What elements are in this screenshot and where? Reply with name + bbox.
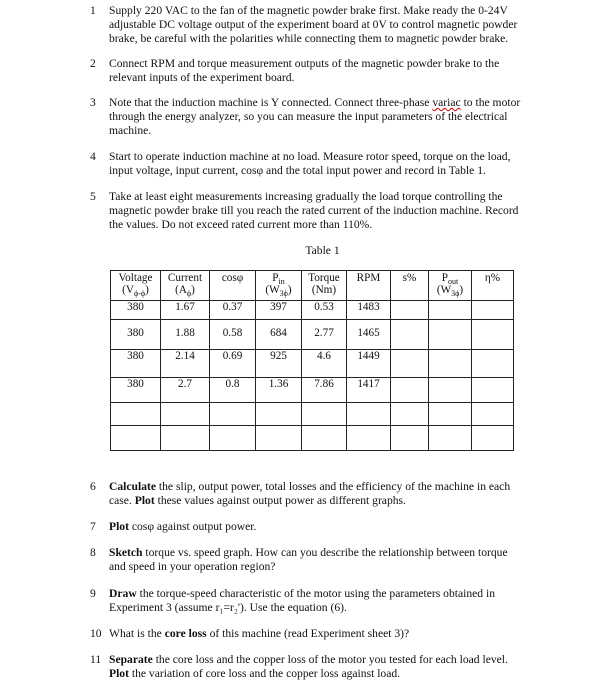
table-cell: 380 — [111, 320, 161, 350]
table-cell — [429, 403, 472, 426]
table-cell: 4.6 — [302, 350, 347, 378]
step-line: and speed in your operation region? — [109, 560, 276, 573]
header-efficiency — [472, 271, 514, 301]
step-line: through the energy analyzer, so you can measure the input parameters of the electrical — [109, 110, 508, 123]
step-number: 7 — [90, 520, 96, 533]
table-cell — [161, 403, 210, 426]
header-label: cosφ — [221, 272, 244, 284]
header-label: P — [441, 272, 448, 284]
text-run: of this machine (read Experiment sheet 3)? — [206, 627, 410, 640]
header-unit: (W — [436, 284, 452, 296]
table-header-row — [111, 271, 514, 301]
step-line: Supply 220 VAC to the fan of the magnetic powder brake first. Make ready the 0-24V — [109, 4, 508, 17]
text-run: these values against output power as different graphs. — [154, 494, 406, 507]
header-label: RPM — [356, 272, 381, 284]
step-number: 10 — [90, 627, 102, 640]
step-line: relevant inputs of the experiment board. — [109, 71, 295, 84]
table-caption: Table 1 — [305, 244, 340, 257]
step-line: adjustable DC voltage output of the experiment board at 0V to control magnetic powder — [109, 18, 518, 31]
step-text — [109, 587, 535, 615]
table-row — [111, 350, 514, 378]
header-unit-close: ) — [459, 284, 464, 296]
text-run: Note that the induction machine is Y connected. Connect three-phase — [109, 96, 433, 109]
header-label: Current — [167, 272, 203, 284]
step-number: 8 — [90, 546, 96, 559]
step-line: Connect RPM and torque measurement outputs of the magnetic powder brake to the — [109, 57, 500, 70]
step-number: 9 — [90, 587, 96, 600]
header-torque — [302, 271, 347, 301]
table-cell: 2.14 — [161, 350, 210, 378]
table-cell — [391, 320, 429, 350]
step-line — [109, 653, 535, 667]
header-unit-close: ) — [145, 284, 149, 296]
text-run: the core loss and the copper loss of the motor you tested for each load level. — [152, 653, 508, 666]
table-row — [111, 426, 514, 451]
table-cell: 925 — [256, 350, 302, 378]
header-unit: (Nm) — [311, 284, 337, 296]
table-cell: 1.88 — [161, 320, 210, 350]
table-cell — [111, 403, 161, 426]
table-cell — [429, 320, 472, 350]
table-cell — [472, 301, 514, 320]
table-row — [111, 403, 514, 426]
bold-term: Draw — [109, 587, 137, 600]
step-text — [109, 57, 535, 85]
table-cell: 1.36 — [256, 378, 302, 403]
step-line: Start to operate induction machine at no load. Measure rotor speed, torque on the load, — [109, 150, 511, 163]
header-subscript: ϕ-ϕ — [133, 289, 146, 299]
header-unit: (A — [175, 284, 187, 296]
text-run: the torque-speed characteristic of the motor using the parameters obtained in — [136, 587, 496, 600]
table-cell — [256, 403, 302, 426]
table-cell: 0.69 — [210, 350, 256, 378]
table-cell: 2.77 — [302, 320, 347, 350]
table-cell: 0.58 — [210, 320, 256, 350]
header-label: s% — [402, 272, 417, 284]
table-cell: 1.67 — [161, 301, 210, 320]
table-cell: 380 — [111, 378, 161, 403]
table-cell — [391, 426, 429, 451]
table-cell: 0.8 — [210, 378, 256, 403]
step-line: input voltage, input current, cosφ and the total input power and record in Table 1. — [109, 164, 486, 177]
table-cell — [161, 426, 210, 451]
table-cell: 2.7 — [161, 378, 210, 403]
bold-term: Plot — [134, 494, 155, 507]
step-number: 6 — [90, 480, 96, 493]
text-run: cosφ against output power. — [128, 520, 257, 533]
header-label-subscript: in — [278, 277, 285, 287]
header-subscript: 3ϕ — [279, 289, 288, 299]
header-voltage — [111, 271, 161, 301]
header-unit-close: ) — [191, 284, 195, 296]
step-text — [109, 96, 535, 138]
step-number: 1 — [90, 4, 96, 17]
step-line: brake, be careful with the polarities while connecting them to magnetic powder brake. — [109, 32, 509, 45]
header-current — [161, 271, 210, 301]
header-cosphi — [210, 271, 256, 301]
bold-term: Sketch — [109, 546, 143, 559]
text-run: torque vs. speed graph. How can you describe the relationship between torque — [142, 546, 508, 559]
misspelled-word: variac — [432, 96, 461, 109]
table-cell: 1449 — [347, 350, 391, 378]
table-cell — [391, 350, 429, 378]
step-line: Take at least eight measurements increasing gradually the load torque controlling the — [109, 190, 503, 203]
step-line: Experiment 3 (assume r₁=r₂'). Use the equation (6). — [109, 601, 347, 614]
text-run: to the motor — [460, 96, 521, 109]
table-cell — [391, 301, 429, 320]
text-run: case. — [109, 494, 135, 507]
step-line — [109, 667, 535, 681]
table-cell — [111, 426, 161, 451]
header-pout — [429, 271, 472, 301]
step-line — [109, 494, 535, 508]
text-run: the slip, output power, total losses and the efficiency of the machine in each — [156, 480, 511, 493]
step-text — [109, 4, 535, 46]
measurement-table — [110, 270, 514, 451]
table-cell: 684 — [256, 320, 302, 350]
step-line: magnetic powder brake till you reach the rated current of the induction machine. Record — [109, 204, 519, 217]
step-number: 5 — [90, 190, 96, 203]
step-number: 3 — [90, 96, 96, 109]
table-cell — [472, 426, 514, 451]
step-line — [109, 587, 535, 601]
table-cell — [472, 350, 514, 378]
table-cell — [256, 426, 302, 451]
table-cell — [429, 350, 472, 378]
table-cell: 380 — [111, 350, 161, 378]
step-number: 11 — [90, 653, 102, 666]
step-text — [109, 627, 535, 641]
step-line — [109, 546, 535, 560]
header-label: Torque — [308, 272, 340, 284]
header-label: P — [272, 272, 279, 284]
step-text — [109, 653, 535, 681]
step-line: the values. Do not exceed rated current more than 110%. — [109, 218, 373, 231]
step-text — [109, 480, 535, 508]
step-line — [109, 520, 535, 534]
table-cell — [472, 320, 514, 350]
header-unit: (W — [265, 284, 280, 296]
table-cell — [429, 378, 472, 403]
header-label-subscript: out — [448, 277, 459, 287]
bold-term: Calculate — [109, 480, 157, 493]
table-cell — [210, 426, 256, 451]
table-cell — [347, 403, 391, 426]
step-number: 2 — [90, 57, 96, 70]
table-cell — [302, 426, 347, 451]
step-line — [109, 480, 535, 494]
table-cell: 1483 — [347, 301, 391, 320]
table-cell — [210, 403, 256, 426]
bold-term: Plot — [109, 667, 129, 680]
bold-term: Plot — [109, 520, 129, 533]
table-cell — [302, 403, 347, 426]
table-cell: 0.53 — [302, 301, 347, 320]
header-label: η% — [484, 272, 501, 284]
table-cell: 380 — [111, 301, 161, 320]
table-cell: 397 — [256, 301, 302, 320]
step-text — [109, 150, 535, 178]
table-cell — [429, 301, 472, 320]
step-text — [109, 190, 535, 232]
header-unit-close: ) — [287, 284, 292, 296]
step-text — [109, 546, 535, 574]
header-subscript: ϕ — [186, 289, 192, 299]
text-run: What is the — [109, 627, 165, 640]
header-slip — [391, 271, 429, 301]
table-cell: 0.37 — [210, 301, 256, 320]
table-cell — [472, 378, 514, 403]
table-cell — [472, 403, 514, 426]
table-cell: 7.86 — [302, 378, 347, 403]
header-subscript: 3ϕ — [451, 289, 460, 299]
table-row — [111, 378, 514, 403]
header-label: Voltage — [118, 272, 153, 284]
header-pin — [256, 271, 302, 301]
header-unit: (V — [122, 284, 134, 296]
step-line — [109, 627, 535, 641]
table-cell: 1465 — [347, 320, 391, 350]
header-rpm — [347, 271, 391, 301]
step-line: machine. — [109, 124, 152, 137]
table-row — [111, 320, 514, 350]
table-cell — [429, 426, 472, 451]
table-cell — [391, 403, 429, 426]
table-row — [111, 301, 514, 320]
step-text — [109, 520, 535, 534]
step-number: 4 — [90, 150, 96, 163]
bold-term: Separate — [109, 653, 153, 666]
table-cell — [347, 426, 391, 451]
text-run: the variation of core loss and the copper loss against load. — [128, 667, 401, 680]
table-cell — [391, 378, 429, 403]
step-line — [109, 96, 535, 110]
table-cell: 1417 — [347, 378, 391, 403]
bold-term: core loss — [164, 627, 207, 640]
